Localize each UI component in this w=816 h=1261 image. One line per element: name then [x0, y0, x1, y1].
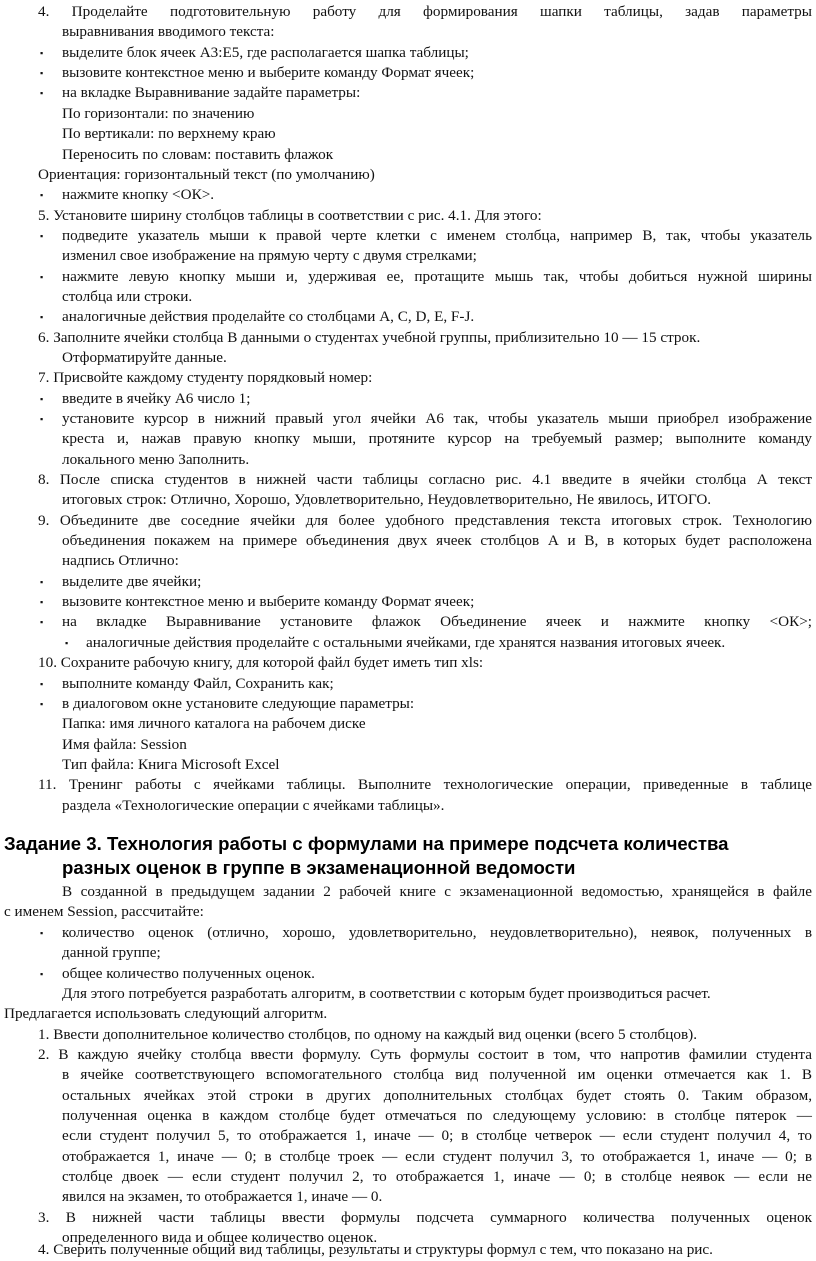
step-4-line-2: выравнивания вводимого текста:: [62, 23, 275, 40]
bullet-icon: ▪: [40, 577, 44, 587]
bullet-icon: ▪: [40, 68, 44, 78]
bullet-cursor-line-2: креста и, нажав правую кнопку мыши, протяните курсор на требуемый размер; выполните команду: [62, 430, 812, 447]
bullet-dialog: в диалоговом окне установите следующие параметры:: [62, 695, 415, 712]
step-11-line-2: раздела «Технологические операции с ячейками таблицы».: [62, 797, 445, 814]
step-9-line-2: объединения покажем на примере объединения двух ячеек столбцов А и В, в которых будет расположена: [62, 532, 812, 549]
algo-step-2-line-2: в ячейке соответствующего вспомогательного столбца вид полученной им оценки отмечается как 1. В: [62, 1066, 812, 1083]
bullet-icon: ▪: [40, 190, 44, 200]
param-orientation: Ориентация: горизонтальный текст (по умолчанию): [38, 166, 375, 183]
task3-total: общее количество полученных оценок.: [62, 965, 315, 982]
bullet-icon: ▪: [40, 272, 44, 282]
param-horizontal: По горизонтали: по значению: [62, 105, 255, 122]
bullet-icon: ▪: [40, 617, 44, 627]
algo-step-2-line-7: столбце двоек — если студент получил 2, то отображается 1, иначе — 0; в столбце неявок — если не: [62, 1168, 812, 1185]
param-filename: Имя файла: Session: [62, 736, 187, 753]
algo-step-2-line-3: остальных ячейках этой строки в других дополнительных столбцах будет стоять 0. Таким образом,: [62, 1087, 812, 1104]
bullet-icon: ▪: [40, 231, 44, 241]
bullet-a6: введите в ячейку А6 число 1;: [62, 390, 251, 407]
param-wrap: Переносить по словам: поставить флажок: [62, 146, 334, 163]
param-filetype: Тип файла: Книга Microsoft Excel: [62, 756, 280, 773]
task3-algorithm-line-2: Предлагается использовать следующий алгоритм.: [4, 1005, 328, 1022]
step-7: 7. Присвойте каждому студенту порядковый номер:: [38, 369, 373, 386]
bullet-ok: нажмите кнопку <ОК>.: [62, 186, 215, 203]
task3-count-line-1: количество оценок (отлично, хорошо, удовлетворительно, неудовлетворительно), неявок, полученных в: [62, 924, 812, 941]
bullet-icon: ▪: [65, 638, 69, 648]
bullet-merge: на вкладке Выравнивание установите флажок Объединение ячеек и нажмите кнопку <ОК>;: [62, 613, 812, 630]
step-11-line-1: 11. Тренинг работы с ячейками таблицы. Выполните технологические операции, приведенные в таблице: [38, 776, 812, 793]
task3-algorithm-line-1: Для этого потребуется разработать алгоритм, в соответствии с которым будет производиться расчет.: [62, 985, 711, 1002]
bullet-select-header: выделите блок ячеек А3:Е5, где располагается шапка таблицы;: [62, 44, 469, 61]
bullet-icon: ▪: [40, 969, 44, 979]
task3-count-line-2: данной группе;: [62, 944, 161, 961]
algo-step-2-line-8: явился на экзамен, то отображается 1, иначе — 0.: [62, 1188, 383, 1205]
task3-intro-line-1: В созданной в предыдущем задании 2 рабочей книге с экзаменационной ведомостью, хранящейся в файле: [62, 883, 812, 900]
step-9-line-1: 9. Объедините две соседние ячейки для более удобного представления текста итоговых строк. Технологию: [38, 512, 812, 529]
bullet-icon: ▪: [40, 414, 44, 424]
algo-step-2-line-5: если студент получил 5, то отображается 1, иначе — 0; в столбце четверок — если студент получил 4, то: [62, 1127, 812, 1144]
bullet-repeat: аналогичные действия проделайте с остальными ячейками, где хранятся названия итоговых ячеек.: [86, 634, 726, 651]
bullet-cursor-line-3: локального меню Заполнить.: [62, 451, 250, 468]
param-vertical: По вертикали: по верхнему краю: [62, 125, 276, 142]
bullet-save-as: выполните команду Файл, Сохранить как;: [62, 675, 334, 692]
step-5: 5. Установите ширину столбцов таблицы в соответствии с рис. 4.1. Для этого:: [38, 207, 542, 224]
bullet-icon: ▪: [40, 394, 44, 404]
bullet-icon: ▪: [40, 928, 44, 938]
algo-step-2-line-6: отображается 1, иначе — 0; в столбце троек — если студент получил 3, то отображается 1, иначе — 0; в: [62, 1148, 812, 1165]
step-6-line-1: 6. Заполните ячейки столбца В данными о студентах учебной группы, приблизительно 10 — 15 строк.: [38, 329, 701, 346]
bullet-icon: ▪: [40, 679, 44, 689]
bullet-columns: аналогичные действия проделайте со столбцами А, С, D, Е, F-J.: [62, 308, 475, 325]
bullet-pointer-line-2: изменил свое изображение на прямую черту с двумя стрелками;: [62, 247, 477, 264]
bullet-icon: ▪: [40, 48, 44, 58]
bullet-icon: ▪: [40, 312, 44, 322]
bullet-icon: ▪: [40, 88, 44, 98]
bullet-drag-line-1: нажмите левую кнопку мыши и, удерживая ее, протащите мышь так, чтобы добиться нужной ширины: [62, 268, 812, 285]
algo-step-4: 4. Сверить полученные общий вид таблицы, результаты и структуры формул с тем, что показано на рис.: [38, 1241, 713, 1258]
step-8-line-1: 8. После списка студентов в нижней части таблицы согласно рис. 4.1 введите в ячейки столбца А текст: [38, 471, 812, 488]
step-8-line-2: итоговых строк: Отлично, Хорошо, Удовлетворительно, Неудовлетворительно, Не явилось, ИТОГО.: [62, 491, 712, 508]
task3-heading-line-2: разных оценок в группе в экзаменационной ведомости: [62, 857, 576, 878]
step-10: 10. Сохраните рабочую книгу, для которой файл будет иметь тип xls:: [38, 654, 484, 671]
bullet-icon: ▪: [40, 597, 44, 607]
bullet-pointer-line-1: подведите указатель мыши к правой черте клетки с именем столбца, например В, так, чтобы указатель: [62, 227, 812, 244]
bullet-drag-line-2: столбца или строки.: [62, 288, 193, 305]
algo-step-3-line-2: определенного вида и общее количество оценок.: [62, 1229, 378, 1246]
param-folder: Папка: имя личного каталога на рабочем диске: [62, 715, 366, 732]
bullet-context-menu: вызовите контекстное меню и выберите команду Формат ячеек;: [62, 64, 475, 81]
step-4-line-1: 4. Проделайте подготовительную работу для формирования шапки таблицы, задав параметры: [38, 3, 812, 20]
algo-step-3-line-1: 3. В нижней части таблицы ввести формулы подсчета суммарного количества полученных оценок: [38, 1209, 812, 1226]
algo-step-2-line-1: 2. В каждую ячейку столбца ввести формулу. Суть формулы состоит в том, что напротив фамилии студента: [38, 1046, 812, 1063]
bullet-select-two: выделите две ячейки;: [62, 573, 202, 590]
task3-heading-line-1: Задание 3. Технология работы с формулами на примере подсчета количества: [4, 833, 729, 854]
algo-step-2-line-4: полученная оценка в каждом столбце будет отмечаться по следующему условию: в столбце пятерок —: [62, 1107, 812, 1124]
step-6-line-2: Отформатируйте данные.: [62, 349, 227, 366]
step-9-line-3: надпись Отлично:: [62, 552, 179, 569]
bullet-alignment-tab: на вкладке Выравнивание задайте параметры:: [62, 84, 361, 101]
bullet-icon: ▪: [40, 699, 44, 709]
task3-intro-line-2: с именем Session, рассчитайте:: [4, 903, 204, 920]
bullet-cursor-line-1: установите курсор в нижний правый угол ячейки А6 так, чтобы указатель мыши приобрел изображение: [62, 410, 812, 427]
algo-step-1: 1. Ввести дополнительное количество столбцов, по одному на каждый вид оценки (всего 5 столбцов).: [38, 1026, 698, 1043]
bullet-format-cells: вызовите контекстное меню и выберите команду Формат ячеек;: [62, 593, 475, 610]
